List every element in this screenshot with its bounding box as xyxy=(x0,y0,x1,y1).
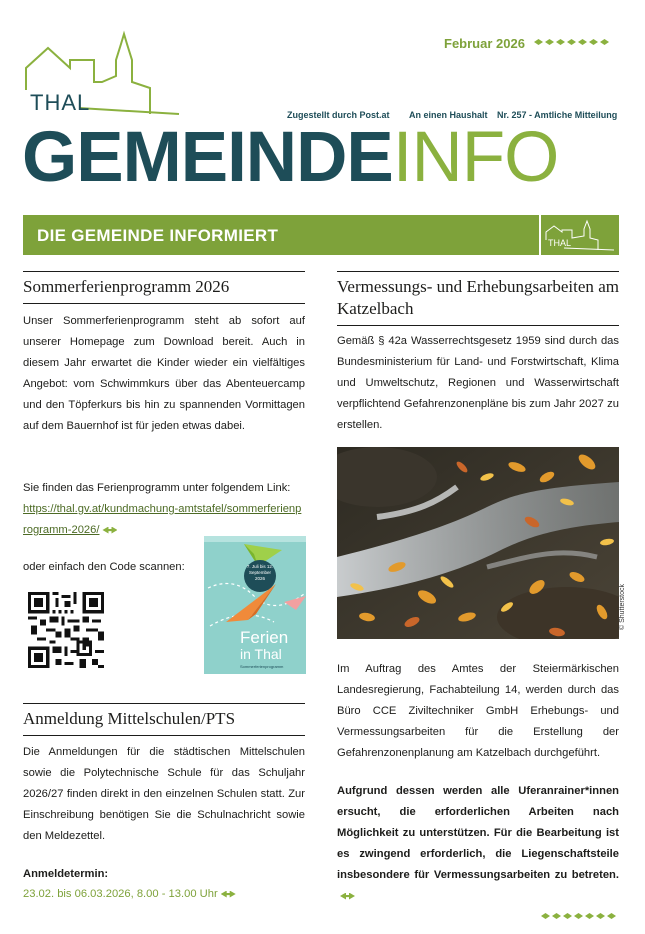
vermessung-body-1: Gemäß § 42a Wasserrechtsgesetz 1959 sind durch das Bundesministerium für Land- und Forstwirtschaft, Klima und Umweltschutz, Regionen und Wasserwirtschaft verpflichtend Gefahrenzonenpläne bis zum Jahr 2027 zu erstellen. xyxy=(337,335,619,431)
vermessung-body-3: Aufgrund dessen werden alle Uferanrainer*innen ersucht, die erforderlichen Arbeiten nach Möglichkeit zu unterstützen. Für die Bearbeitung ist es zwingend erforderlich, die Liegenschaftsteile insbesondere für Vermessungsarbeiten zu betreten. xyxy=(337,785,619,881)
poster-title-1: Ferien xyxy=(240,628,289,647)
vermessung-body-3-wrap xyxy=(337,781,619,907)
vermessung-body-2: Im Auftrag des Amtes der Steiermärkischen Landesregierung, Fachabteilung 14, werden durch das Büro CCE Ziviltechniker GmbH Erhebungs- und Vermessungsarbeiten für die Erstellung der Gefahrenzonenplanung am Katzelbach durchgeführt. xyxy=(337,663,619,759)
program-link-wrap xyxy=(23,499,305,541)
link-intro: Sie finden das Ferienprogramm unter folgendem Link: xyxy=(23,482,291,494)
anmeldetermin-label: Anmeldetermin: xyxy=(23,868,109,880)
katzelbach-photo xyxy=(337,447,619,639)
qr-code[interactable] xyxy=(28,592,104,668)
anmeldung-body: Die Anmeldungen für die städtischen Mittelschulen sowie die Polytechnische Schule für das Schuljahr 2026/27 finden direkt in den einzelnen Schulen statt. Zur Einschreibung benötigen Sie die Schulnachricht sowie den Meldezettel. xyxy=(23,746,305,842)
section-banner xyxy=(23,215,619,255)
heading-anmeldung: Anmeldung Mittelschulen/PTS xyxy=(23,703,305,736)
footer-diamond-ornament-icon xyxy=(541,913,616,919)
arrow-icon xyxy=(102,527,117,534)
heading-sommerferien: Sommerferienprogramm 2026 xyxy=(23,271,305,304)
banner-divider xyxy=(539,215,541,255)
issue-number: Nr. 257 - Amtliche Mitteilung xyxy=(497,110,618,120)
diamond-ornament-icon xyxy=(534,39,609,45)
poster-badge: 7. Juli bis 12. September 2026 xyxy=(246,564,274,581)
page-title xyxy=(22,118,559,197)
scan-text: oder einfach den Code scannen: xyxy=(23,561,185,573)
banner-title: DIE GEMEINDE INFORMIERT xyxy=(37,226,279,245)
heading-vermessung: Vermessungs- und Erhebungsarbeiten am Katzelbach xyxy=(337,271,619,326)
issue-date: Februar 2026 xyxy=(444,36,525,51)
banner-logo-text: THAL xyxy=(548,238,572,248)
poster-title-2: in Thal xyxy=(240,646,282,662)
delivered-note: Zugestellt durch Post.at xyxy=(287,110,390,120)
title-gemeinde: GEMEINDE xyxy=(22,118,393,197)
poster-subtitle: Sommerferienprogramm xyxy=(240,664,284,669)
ferien-poster[interactable] xyxy=(204,536,306,674)
anmeldetermin-value-wrap xyxy=(23,884,313,905)
photo-credit: © Shutterstock xyxy=(619,583,626,630)
anmeldetermin-value: 23.02. bis 06.03.2026, 8.00 - 13.00 Uhr xyxy=(23,888,218,900)
banner-logo xyxy=(544,218,616,252)
thal-logo xyxy=(24,30,182,120)
arrow-icon xyxy=(340,893,355,900)
title-info: INFO xyxy=(392,118,559,197)
sommerferien-body: Unser Sommerferienprogramm steht ab sofort auf unserer Homepage zum Download bereit. Auch in diesem Jahr erwartet die Kinder wieder ein vielfältiges Angebot: vom Schwimmkurs über das Abenteuercamp und den Töpferkurs bis hin zu spannenden Vormittagen auf dem Bauernhof ist für jeden etwas dabei. xyxy=(23,315,305,432)
arrow-icon xyxy=(221,891,236,898)
program-link[interactable]: https://thal.gv.at/kundmachung-amtstafel/sommerferienprogramm-2026/ xyxy=(23,503,302,536)
logo-text: THAL xyxy=(30,90,91,115)
recipient-note: An einen Haushalt xyxy=(409,110,488,120)
